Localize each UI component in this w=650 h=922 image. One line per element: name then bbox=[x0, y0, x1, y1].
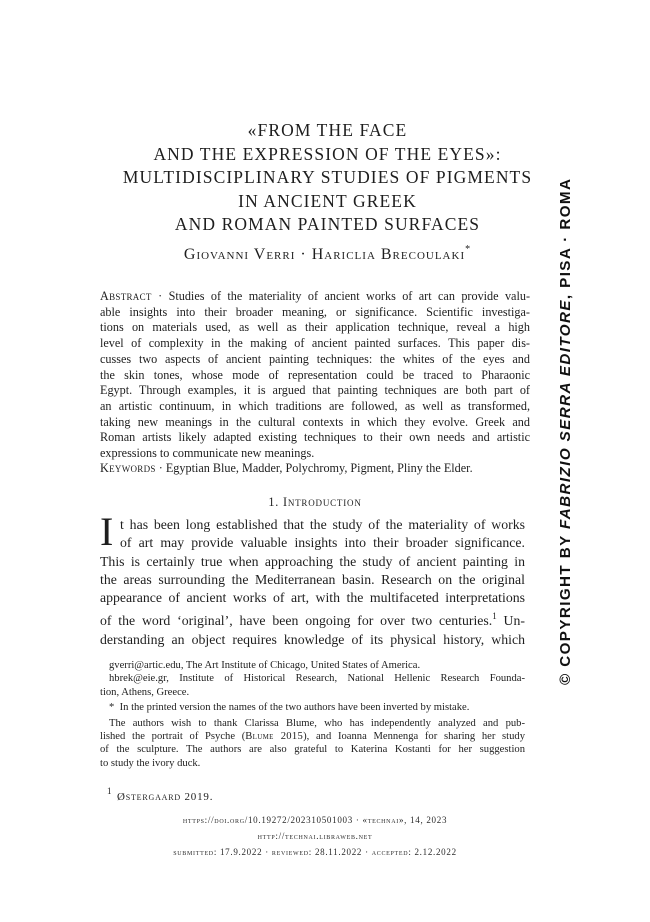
author-names: Giovanni Verri · Hariclia Brecoulaki bbox=[183, 246, 466, 263]
body-line: t has been long established that the study of the materiality of works bbox=[120, 517, 525, 532]
article-title bbox=[80, 119, 575, 237]
title-line-2: AND THE EXPRESSION OF THE EYES»: bbox=[153, 143, 502, 164]
abstract-line bbox=[100, 289, 530, 305]
star-note bbox=[100, 701, 525, 714]
section-heading: 1. Introduction bbox=[268, 495, 362, 509]
copyright-suffix: , PISA · ROMA bbox=[557, 177, 574, 300]
affiliation-1: gverri@artic.edu, The Art Institute of Chicago, United States of America. bbox=[109, 660, 421, 671]
ack-text: ), and Ioanna Mennenga for sharing her study bbox=[303, 731, 526, 743]
author-notes bbox=[100, 659, 525, 770]
keywords-separator: · bbox=[155, 461, 166, 475]
abstract-line: able insights into their broader meaning, or significance. Scientific investiga- bbox=[100, 304, 530, 319]
body-line-text: of the word ‘original’, have been ongoing for over two centuries. bbox=[100, 613, 493, 629]
acknowledgement-line: The authors wish to thank Clarissa Blume, who has independently analyzed and pub- bbox=[109, 717, 525, 729]
body-line bbox=[100, 607, 525, 630]
body-line: derstanding an object requires knowledge of its physical history, which bbox=[100, 631, 525, 647]
author-footnote-mark: * bbox=[465, 244, 472, 255]
acknowledgement-line: of the sculpture. The authors are also grateful to Katerina Kostanti for her suggestion bbox=[100, 744, 525, 756]
abstract-label: Abstract bbox=[100, 289, 152, 303]
body-line: of art may provide valuable insights into their broader significance. bbox=[120, 535, 525, 551]
abstract-line: level of complexity in the making of ancient painted surfaces. This paper dis- bbox=[100, 336, 530, 351]
body-line: the areas surrounding the Mediterranean basin. Research on the original bbox=[100, 571, 525, 587]
abstract-line: Egypt. Through examples, it is argued that painting techniques are both part of bbox=[100, 383, 530, 398]
footnote-text: Østergaard 2019. bbox=[117, 791, 214, 803]
footer-url: http://technai.libraweb.net bbox=[257, 831, 373, 841]
keywords-label: Keywords bbox=[100, 461, 156, 475]
body-text bbox=[100, 516, 525, 649]
keywords-text: Egyptian Blue, Madder, Polychromy, Pigment, Pliny the Elder. bbox=[165, 461, 473, 475]
affiliation-2-cont: tion, Athens, Greece. bbox=[100, 686, 190, 698]
abstract-text: Studies of the materiality of ancient works of art can provide valu- bbox=[168, 289, 530, 303]
star-note-mark: * bbox=[109, 702, 115, 714]
abstract-separator: · bbox=[151, 289, 169, 303]
abstract-line: expressions to communicate new meanings. bbox=[100, 446, 315, 461]
abstract-line: taking new meanings in the cultural contexts in which they evolve. Greek and bbox=[100, 414, 530, 429]
ack-citation: Blume 2015 bbox=[245, 731, 304, 743]
abstract-line: Roman artists likely adapted existing techniques to their own needs and artistic bbox=[100, 430, 530, 445]
star-note-text: In the printed version the names of the two authors have been inverted by mistake. bbox=[119, 702, 470, 714]
abstract-line: cusses two aspects of ancient painting techniques: the whites of the eyes and bbox=[100, 351, 530, 366]
footer-doi: https://doi.org/10.19272/202310501003 · «technai», 14, 2023 bbox=[182, 815, 448, 825]
copyright-notice bbox=[557, 177, 574, 685]
copyright-publisher: FABRIZIO SERRA EDITORE bbox=[557, 299, 574, 530]
body-line: This is certainly true when approaching the study of ancient painting in bbox=[100, 553, 525, 569]
abstract bbox=[100, 289, 530, 462]
copyright-prefix: © COPYRIGHT BY bbox=[557, 529, 574, 685]
acknowledgement-line: to study the ivory duck. bbox=[100, 757, 201, 769]
ack-text: lished the portrait of Psyche ( bbox=[100, 731, 246, 743]
drop-cap: I bbox=[100, 509, 114, 554]
footnote-number: 1 bbox=[107, 786, 112, 796]
abstract-line: an artistic continuum, in which traditions are followed, as well as transformed, bbox=[100, 398, 530, 413]
footnote-ref: 1 bbox=[492, 611, 497, 622]
footnote-1 bbox=[107, 786, 213, 803]
affiliation-2: hbrek@eie.gr, Institute of Historical Research, National Hellenic Research Founda- bbox=[109, 673, 525, 685]
title-line-3: MULTIDISCIPLINARY STUDIES OF PIGMENTS bbox=[122, 167, 533, 188]
footer-dates: submitted: 17.9.2022 · reviewed: 28.11.2022 · accepted: 2.12.2022 bbox=[173, 847, 457, 857]
body-line-tail: Un- bbox=[496, 613, 526, 629]
keywords bbox=[100, 461, 530, 476]
acknowledgement-line bbox=[100, 730, 525, 743]
author-line bbox=[80, 244, 575, 264]
title-line-1: «FROM THE FACE bbox=[247, 120, 408, 140]
abstract-line: the skin tones, whose mode of representation could be traced to Pharaonic bbox=[100, 367, 530, 382]
body-line: appearance of ancient works of art, with the multifaceted interpretations bbox=[100, 590, 525, 606]
title-line-4: IN ANCIENT GREEK bbox=[238, 190, 417, 211]
abstract-line: tions on materials used, as well as their application technique, reveal a high bbox=[100, 320, 530, 335]
title-line-5: AND ROMAN PAINTED SURFACES bbox=[174, 214, 481, 235]
